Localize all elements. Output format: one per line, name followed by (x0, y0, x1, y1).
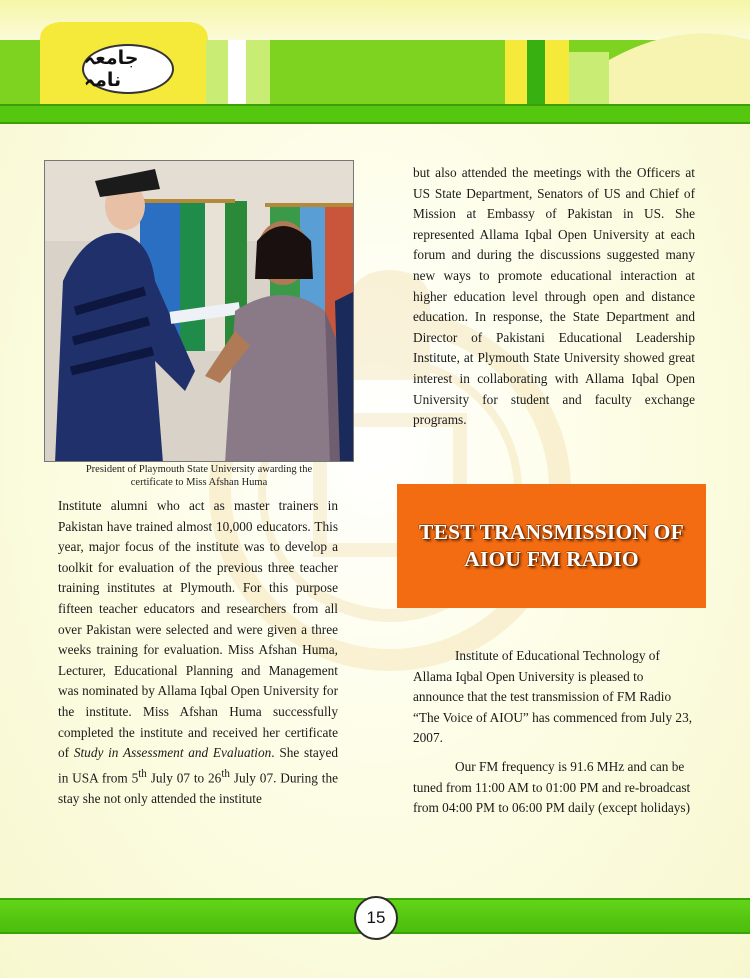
fm-paragraph-1: Institute of Educational Technology of Allama Iqbal Open University is pleased to announce that the test transmission of FM Radio “The Voice of AIOU” has commenced from July 23, 2007. (413, 648, 693, 746)
left-text-part-1: Institute alumni who act as master trainers in Pakistan have trained almost 10,000 educators. This year, major focus of the institute was to develop a toolkit for evaluation of the previous three teacher training institutes at Plymouth. For this purpose fifteen teacher educators and researchers from all over Pakistan were selected and were given a three weeks training for evaluation. Miss Afshan Huma, Lecturer, Educational Planning and Management was nominated by Allama Iqbal Open University for the institute. Miss Afshan Huma successfully completed the institute and received her certificate of (58, 498, 338, 761)
photo-caption (44, 463, 354, 489)
left-paragraph (58, 496, 338, 809)
right-column-text (413, 163, 695, 431)
fm-heading-line-2: AIOU FM RADIO (464, 547, 639, 571)
fm-radio-title-box (397, 484, 706, 608)
left-text-part-2: . She stayed in USA from 5 (58, 745, 339, 786)
left-column-text (58, 496, 338, 809)
caption-line-2: certificate to Miss Afshan Huma (130, 477, 268, 488)
fm-heading-line-1: TEST TRANSMISSION OF (419, 520, 684, 544)
superscript-th-1: th (138, 767, 147, 780)
superscript-th-2: th (221, 767, 230, 780)
right-paragraph: but also attended the meetings with the Officers at US State Department, Senators of US and Chief of Mission at Embassy of Pakistan in US. She represented Allama Iqbal Open University at each forum and during the discussions suggested many new ways to promote educational interaction at higher education level through open and distance education. In response, the State Department and Director of Pakistani Educational Leadership Institute, at Plymouth State University showed great interest in collaborating with Allama Iqbal Open University for student and faculty exchange programs. (413, 165, 695, 428)
caption-line-1: President of Playmouth State University awarding the (85, 464, 313, 475)
fm-radio-text (413, 646, 695, 819)
fm-paragraph-2: Our FM frequency is 91.6 MHz and can be tuned from 11:00 AM to 01:00 PM and re-broadcast from 04:00 PM to 06:00 PM daily (except holidays) (413, 758, 691, 816)
page-number: 15 (354, 896, 398, 940)
left-text-italic: Study in Assessment and Evaluation (73, 745, 272, 761)
page-header (0, 0, 750, 130)
ceremony-photo (44, 160, 354, 462)
header-green-stripe (0, 104, 750, 124)
left-text-part-3: July 07 to 26 (146, 770, 222, 786)
fm-radio-heading (419, 519, 684, 573)
left-text-part-4: July 07. During the stay she not only attended the institute (58, 770, 339, 806)
magazine-logo: جامعہ نامہ (82, 44, 174, 94)
